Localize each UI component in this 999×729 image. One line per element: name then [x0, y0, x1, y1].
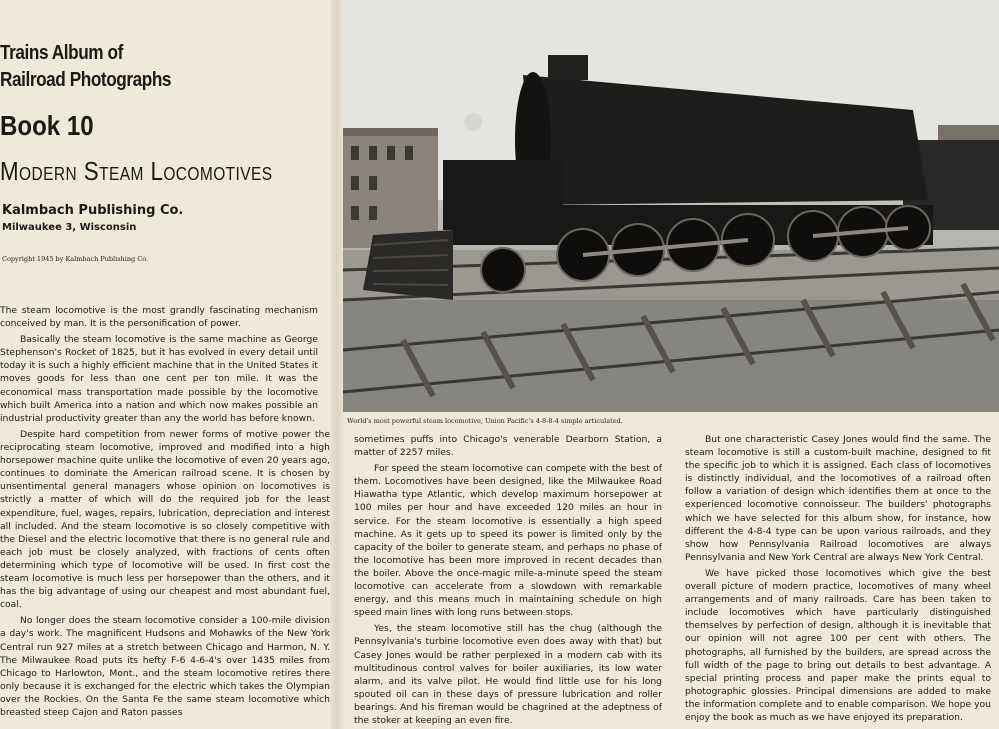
paragraph: Despite hard competition from newer forms of motive power the reciprocating steam locomotive, improved and modified into a high horsepower machine quite unlike the locomotive of even 20 years ago, continues to dominate the American railroad scene. It is chosen by unsentimental general managers whose opinion on locomotives is strictly a matter of which will do the required job for the least expenditure, fuel, wages, repairs, lubrication, depreciation and interest all included. And the steam locomotive is so closely competitive with the Diesel and the electric locomotive that there is no general rule and each job must be closely analyzed, with fractions of cents often determining which type of locomotive will be used. In first cost the steam locomotive is much less per horsepower than the others, and it has the big advantage of using our cheapest and most abundant fuel, coal.	[0, 429, 330, 611]
paragraph: No longer does the steam locomotive consider a 100-mile division a day's work. The magnificent Hudsons and Mohawks of the New York Central run 927 miles at a stretch between Chicago and Harmon, N. Y. The Milwaukee Road puts its hefty F-6 4-6-4's over 1435 miles from Chicago to Harlowton, Mont., and the steam locomotive retires there only because it is exchanged for the electric which takes the Olympian over the Rockies. On the Santa Fe the same steam locomotive which breasted steep Cajon and Raton passes	[0, 615, 330, 718]
text-column-1	[0, 428, 330, 719]
text-column-2	[354, 433, 662, 727]
paragraph: For speed the steam locomotive can compete with the best of them. Locomotives have been designed, like the Milwaukee Road Hiawatha type Atlantic, which develop maximum horsepower at 100 miles per hour and have exceeded 120 miles an hour in service. For the steam locomotive is essentially a high speed machine. As it gets up to speed its power is limited only by the capacity of the boiler to generate steam, and perhaps no phase of the locomotive has been more improved in recent decades than the boiler. Above the once-magic mile-a-minute speed the steam locomotive can accelerate from a slowdown with remarkable energy, and this means much in maintaining schedule on high speed main lines with long runs between stops.	[354, 463, 662, 619]
album-title-line-2: Railroad Photographs	[0, 69, 172, 91]
paragraph: We have picked those locomotives which give the best overall picture of modern practice, locomotives of many wheel arrangements and of many railroads. Care has been taken to include locomotives which have particularly distinguished themselves by perfection of design, although it is inevitable that our opinion will not agree 100 per cent with others. The photographs, all furnished by the builders, are spread across the full width of the page to bring out details to best advantage. A special printing process and paper make the prints equal to photographic glossies. Principal dimensions are added to make the information complete and to enable comparison. We hope you enjoy the book as much as we have enjoyed its preparation.	[685, 567, 991, 723]
paragraph: But one characteristic Casey Jones would find the same. The steam locomotive is still a custom-built machine, designed to fit the specific job to which it is assigned. Each class of locomotives is distinctly individual, and the locomotives of a railroad often follow a variation of design which identifies them at once to the experienced locomotive connoisseur. The builders' photographs which we have selected for this album show, for instance, how different the 4-8-4 type can be upon various railroads, and they show how Pennsylvania Railroad locomotives are always Pennsylvania and New York Central are always New York Central.	[685, 434, 991, 563]
intro-column	[0, 304, 318, 425]
copyright-notice: Copyright 1945 by Kalmbach Publishing Co.	[2, 255, 149, 263]
book-subtitle: Modern Steam Locomotives	[0, 156, 273, 186]
intro-paragraph: The steam locomotive is the most grandly fascinating mechanism conceived by man. It is the personification of power.	[0, 305, 318, 330]
album-title-line-1: Trains Album of	[0, 42, 123, 64]
photo-caption: World's most powerful steam locomotive, Union Pacific's 4-8-8-4 simple articulated.	[347, 417, 623, 425]
paragraph: Yes, the steam locomotive still has the chug (although the Pennsylvania's turbine locomotive even does away with that) but Casey Jones would be rather perplexed in a modern cab with its multitudinous control valves for boiler auxiliaries, its low water alarm, and its valve pilot. He would find little use for his long spouted oil can in these days of pressure lubrication and roller bearings. And his fireman would be chagrined at the adeptness of the stoker at keeping an even fire.	[354, 623, 662, 726]
publisher-name: Kalmbach Publishing Co.	[2, 203, 184, 218]
text-column-3	[685, 433, 991, 724]
page-gutter	[330, 0, 344, 729]
paragraph: sometimes puffs into Chicago's venerable Dearborn Station, a matter of 2257 miles.	[354, 434, 662, 459]
locomotive-illustration	[343, 0, 999, 412]
locomotive-photo	[343, 0, 999, 412]
paragraph: Basically the steam locomotive is the same machine as George Stephenson's Rocket of 1825, but it has evolved in every detail until today it is such a highly efficient machine that in the United States it moves goods for less than one cent per ton mile. It was the economical mass transportation made possible by the locomotive which built America into a nation and which now makes possible an industrial productivity greater than any the world has before known.	[0, 334, 318, 424]
title-block	[0, 40, 330, 263]
book-number: Book 10	[0, 110, 94, 141]
publisher-city: Milwaukee 3, Wisconsin	[2, 222, 137, 233]
